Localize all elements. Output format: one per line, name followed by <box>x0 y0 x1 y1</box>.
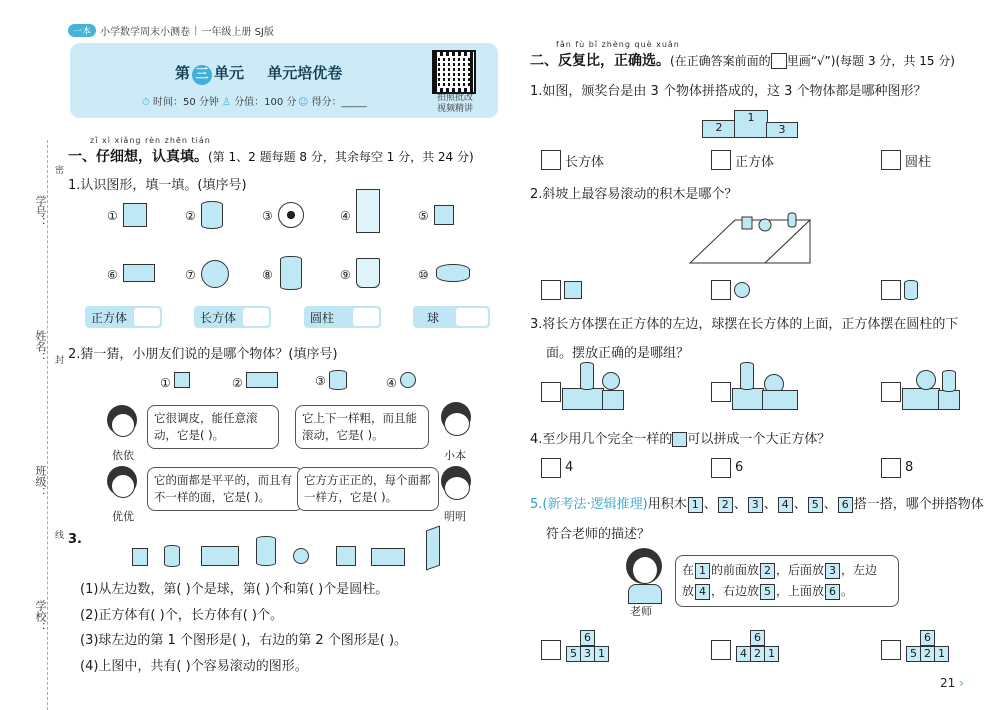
q1-item-10: ⑩ <box>418 264 429 283</box>
header-divider: | <box>194 24 198 36</box>
section2-pinyin: fǎn fù bǐ zhèng què xuǎn <box>556 40 680 49</box>
answer-blank[interactable] <box>353 308 379 326</box>
s2-q3-text-a: 3.将长方体摆在正方体的左边，球摆在长方体的上面，正方体摆在圆柱的下 <box>530 317 959 332</box>
q3-flat-cuboid <box>371 548 405 566</box>
ball-shape <box>201 260 229 288</box>
s2-q5-text: 5.(新考法·逻辑推理)用积木 1 、 2 、 3 、 4 、 5 、 6 搭一搭，哪个拼搭物体 <box>530 497 984 512</box>
s2-q3-option-b-figure <box>732 360 802 410</box>
answer-blank[interactable] <box>243 308 269 326</box>
q3-ball <box>293 548 309 564</box>
s2-q1-text: 1.如图，颁奖台是由 3 个物体拼搭成的，这 3 个物体都是哪种图形？ <box>530 84 927 99</box>
q1-item-9: ⑨ <box>340 264 351 283</box>
teacher-icon <box>622 548 666 602</box>
series-logo: 一本 <box>68 24 96 37</box>
s2-q5-text-b: 符合老师的描述？ <box>546 527 651 542</box>
q1-item-4: ④ <box>340 205 351 224</box>
s2-q4-option-a: 4 <box>565 460 574 475</box>
s2-q2-option-b-ball <box>734 282 750 298</box>
small-cube-icon <box>672 432 687 447</box>
class-label: 班级： <box>34 465 47 498</box>
s2-q4-option-b: 6 <box>735 460 744 475</box>
clock-icon: ⏱ <box>142 97 150 108</box>
grade-label: 一年级上册 SJ版 <box>201 26 274 38</box>
s2-q3-option-b-checkbox[interactable] <box>711 382 731 402</box>
s2-q3-option-c-checkbox[interactable] <box>881 382 901 402</box>
q3-cube <box>336 546 356 566</box>
seal-mi: 密 <box>53 165 63 174</box>
fill-box-cube: 正方体 <box>85 306 162 328</box>
speech-bubble-4: 它方方正正的，每个面都一样方，它是( )。 <box>297 467 439 511</box>
boy-mingming-icon <box>438 466 474 506</box>
disk-shape <box>436 264 470 282</box>
box-shape <box>123 264 155 282</box>
q5-tag: (新考法·逻辑推理) <box>542 497 648 512</box>
q3-line-4: (4)上图中，共有( )个容易滚动的图形。 <box>80 659 308 674</box>
s2-q5-option-b-figure: 6 4 2 1 <box>735 630 795 664</box>
page-title: 第 三 单元 单元培优卷 <box>175 62 342 85</box>
section1-title: 一、仔细想，认真填。(第 1、2 题每题 8 分，其余每空 1 分，共 24 分) <box>68 149 474 165</box>
checkbox-sample <box>771 53 787 69</box>
s2-q1-option-a-checkbox[interactable] <box>541 150 561 170</box>
q3-line-1: (1)从左边数，第( )个是球，第( )个和第( )个是圆柱。 <box>80 582 389 597</box>
slope-figure <box>685 205 825 265</box>
q3-line-3: (3)球左边的第 1 个图形是( )，右边的第 2 个图形是( )。 <box>80 633 408 648</box>
s2-q1-option-b-checkbox[interactable] <box>711 150 731 170</box>
s2-q3-option-c-figure <box>902 360 972 410</box>
hourglass-shape <box>280 256 302 290</box>
s2-q4-option-b-checkbox[interactable] <box>711 458 731 478</box>
q3-tall-cylinder <box>256 536 276 566</box>
girl-yiyi-icon <box>104 405 140 445</box>
seal-xian: 线 <box>53 530 63 539</box>
s2-q4-text: 4.至少用几个完全一样的 可以拼成一个大正方体？ <box>530 432 831 447</box>
s2-q4-option-c: 8 <box>905 460 914 475</box>
unit-number-badge: 三 <box>192 65 212 85</box>
got-info: ☺ 得分：_____ <box>298 97 367 108</box>
s2-q2-option-b-checkbox[interactable] <box>711 280 731 300</box>
person-icon: ♙ <box>222 97 231 108</box>
series-name: 小学数学周末小测卷 <box>100 26 191 38</box>
cube-shape <box>123 203 147 227</box>
small-cube-shape <box>434 205 454 225</box>
q1-item-2: ② <box>185 205 196 224</box>
s2-q5-option-b-checkbox[interactable] <box>711 640 731 660</box>
s2-q2-option-a-checkbox[interactable] <box>541 280 561 300</box>
s2-q5-option-c-figure: 6 5 2 1 <box>905 630 965 664</box>
fill-box-sphere: 球 <box>413 306 490 328</box>
answer-blank[interactable] <box>456 308 488 326</box>
paper-name: 单元培优卷 <box>267 64 343 82</box>
kid-name-youyou: 优优 <box>112 510 134 523</box>
fill-box-cylinder: 圆柱 <box>304 306 381 328</box>
teacher-line-2: 放 4 ，右边放 5 ，上面放 6 。 <box>682 584 854 598</box>
q3-shape-row <box>96 540 456 574</box>
fridge-shape <box>356 189 380 233</box>
score-info: ♙ 分值：100 分 <box>222 97 297 108</box>
s2-q1-option-c-checkbox[interactable] <box>881 150 901 170</box>
q1-item-3: ③ <box>262 205 273 224</box>
q1-text: 1.认识图形，填一填。(填序号) <box>68 178 247 193</box>
girl-youyou-icon <box>104 466 140 506</box>
arrow-right-icon: › <box>959 676 964 690</box>
section1-pinyin: zǐ xì xiǎng rèn zhēn tián <box>90 136 211 145</box>
s2-q1-option-b: 正方体 <box>735 155 775 170</box>
q2-choice-1: ① <box>160 372 171 391</box>
s2-q2-option-c-checkbox[interactable] <box>881 280 901 300</box>
s2-q2-option-a-cube <box>564 281 582 299</box>
student-id-label: 学号： <box>34 195 47 228</box>
s2-q5-option-a-checkbox[interactable] <box>541 640 561 660</box>
q3-small-cuboid <box>132 548 148 566</box>
s2-q4-option-c-checkbox[interactable] <box>881 458 901 478</box>
section2-title: 二、反复比，正确选。(在正确答案前面的 里画“√”)(每题 3 分，共 15 分) <box>530 53 955 69</box>
qr-caption: 拍照批改 视频精讲 <box>436 93 473 114</box>
speech-bubble-2: 它上下一样粗，而且能滚动，它是( )。 <box>295 405 429 449</box>
q1-item-8: ⑧ <box>262 264 273 283</box>
s2-q2-option-c-cylinder <box>904 280 918 300</box>
teacher-label: 老师 <box>630 605 652 618</box>
q1-item-5: ⑤ <box>418 205 429 224</box>
teacher-line-1: 在 1 的前面放 2 ，后面放 3 ，左边 <box>682 563 878 577</box>
q3-board <box>426 525 440 570</box>
s2-q2-text: 2.斜坡上最容易滚动的积木是哪个？ <box>530 187 738 202</box>
kid-name-xiaoben: 小本 <box>444 449 466 462</box>
page-number: 21 › <box>940 676 964 690</box>
s2-q3-option-a-checkbox[interactable] <box>541 382 561 402</box>
podium-figure: 2 1 3 <box>700 108 800 138</box>
time-info: ⏱ 时间：50 分钟 <box>142 97 219 108</box>
q3-cylinder <box>164 545 180 567</box>
q1-item-6: ⑥ <box>107 264 118 283</box>
section1-note: (第 1、2 题每题 8 分，其余每空 1 分，共 24 分) <box>208 150 474 164</box>
football-shape <box>278 202 304 228</box>
boy-xiaoben-icon <box>438 402 474 442</box>
q1-item-1: ① <box>107 205 118 224</box>
q3-line-2: (2)正方体有( )个，长方体有( )个。 <box>80 608 283 623</box>
q3-number: 3. <box>68 532 82 547</box>
answer-blank[interactable] <box>134 308 160 326</box>
q2-choice-3: ③ <box>315 370 326 389</box>
s2-q3-option-a-figure <box>562 360 632 410</box>
s2-q5-option-a-figure: 6 5 3 1 <box>565 630 625 664</box>
seal-feng: 封 <box>53 355 63 364</box>
speech-bubble-3: 它的面都是平平的，而且有不一样的面，它是( )。 <box>147 467 303 511</box>
name-label: 姓名： <box>34 330 47 363</box>
s2-q4-option-a-checkbox[interactable] <box>541 458 561 478</box>
kid-name-mingming: 明明 <box>444 510 466 523</box>
s2-q5-option-c-checkbox[interactable] <box>881 640 901 660</box>
s2-q1-option-c: 圆柱 <box>905 155 932 170</box>
s2-q1-option-a: 长方体 <box>565 155 605 170</box>
teacher-speech-bubble <box>675 555 899 607</box>
q2-choice-2: ② <box>232 372 243 391</box>
q2-text: 2.猜一猜，小朋友们说的是哪个物体？(填序号) <box>68 347 338 362</box>
kid-name-yiyi: 依依 <box>112 449 134 462</box>
header-bar <box>68 22 274 38</box>
q1-item-7: ⑦ <box>185 264 196 283</box>
fill-box-cuboid: 长方体 <box>194 306 271 328</box>
q3-long-cuboid <box>201 546 239 566</box>
cup-shape <box>356 258 380 288</box>
cylinder-shape <box>201 201 223 229</box>
q2-choice-4: ④ <box>386 372 397 391</box>
smile-icon: ☺ <box>298 97 309 108</box>
school-label: 学校： <box>34 600 47 633</box>
qr-code-icon[interactable] <box>432 50 476 94</box>
speech-bubble-1: 它很调皮，能任意滚动，它是( )。 <box>147 405 279 449</box>
s2-q3-text-b: 面。摆放正确的是哪组？ <box>546 346 690 361</box>
